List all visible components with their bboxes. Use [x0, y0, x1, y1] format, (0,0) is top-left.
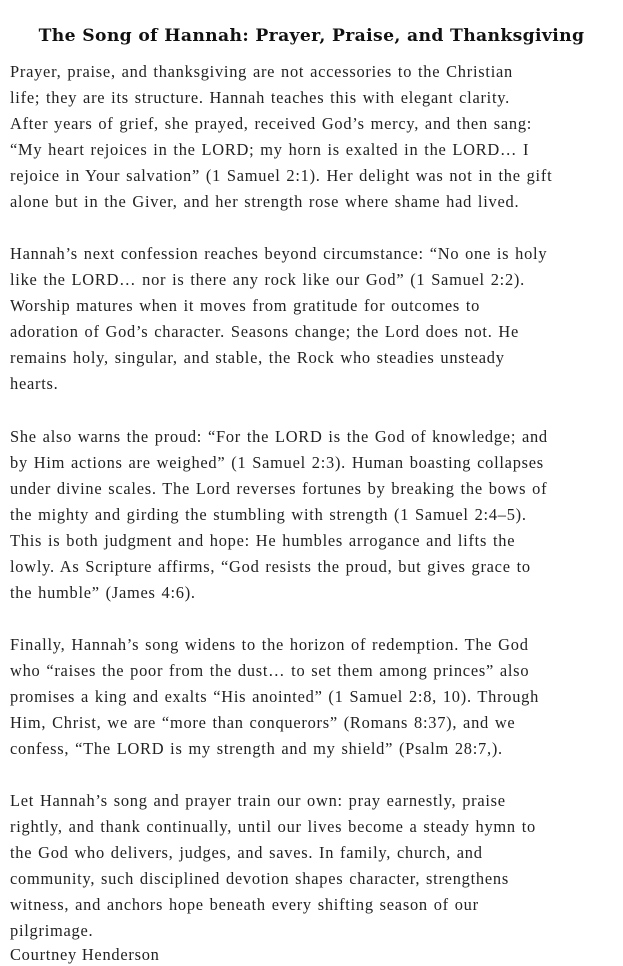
- paragraph-prayer-praise: [10, 59, 620, 215]
- text-line: “My heart rejoices in the LORD; my horn is exalted in the LORD… I: [10, 140, 530, 159]
- text-line: under divine scales. The Lord reverses fortunes by breaking the bows of: [10, 479, 548, 498]
- text-line: witness, and anchors hope beneath every shifting season of our: [10, 895, 479, 914]
- text-line: remains holy, singular, and stable, the Rock who steadies unsteady: [10, 348, 505, 367]
- text-line: by Him actions are weighed” (1 Samuel 2:3). Human boasting collapses: [10, 453, 544, 472]
- text-line: She also warns the proud: “For the LORD is the God of knowledge; and: [10, 427, 548, 446]
- author-name: Courtney Henderson: [10, 945, 160, 964]
- text-line: Hannah’s next confession reaches beyond circumstance: “No one is holy: [10, 244, 548, 263]
- paragraph-redemption: [10, 632, 620, 762]
- text-line: Let Hannah’s song and prayer train our own: pray earnestly, praise: [10, 791, 506, 810]
- paragraph-conclusion: [10, 788, 620, 944]
- text-line: promises a king and exalts “His anointed” (1 Samuel 2:8, 10). Through: [10, 687, 540, 706]
- text-line: Prayer, praise, and thanksgiving are not accessories to the Christian: [10, 62, 513, 81]
- document-title: The Song of Hannah: Prayer, Praise, and Thanksgiving: [38, 25, 585, 46]
- text-line: confess, “The LORD is my strength and my shield” (Psalm 28:7,).: [10, 739, 503, 758]
- text-line: community, such disciplined devotion shapes character, strengthens: [10, 869, 509, 888]
- text-line: the mighty and girding the stumbling with strength (1 Samuel 2:4–5).: [10, 505, 527, 524]
- text-line: After years of grief, she prayed, received God’s mercy, and then sang:: [10, 114, 533, 133]
- text-line: rejoice in Your salvation” (1 Samuel 2:1). Her delight was not in the gift: [10, 166, 553, 185]
- text-line: alone but in the Giver, and her strength rose where shame had lived.: [10, 192, 520, 211]
- text-line: who “raises the poor from the dust… to set them among princes” also: [10, 661, 530, 680]
- text-line: Worship matures when it moves from gratitude for outcomes to: [10, 296, 481, 315]
- text-line: Finally, Hannah’s song widens to the horizon of redemption. The God: [10, 635, 529, 654]
- text-line: the humble” (James 4:6).: [10, 583, 196, 602]
- text-line: lowly. As Scripture affirms, “God resists the proud, but gives grace to: [10, 557, 531, 576]
- text-line: life; they are its structure. Hannah teaches this with elegant clarity.: [10, 88, 511, 107]
- text-line: This is both judgment and hope: He humbles arrogance and lifts the: [10, 531, 516, 550]
- text-line: hearts.: [10, 374, 59, 393]
- text-line: pilgrimage.: [10, 921, 94, 940]
- text-line: like the LORD… nor is there any rock like our God” (1 Samuel 2:2).: [10, 270, 525, 289]
- paragraph-warning-proud: [10, 424, 620, 606]
- text-line: Him, Christ, we are “more than conquerors” (Romans 8:37), and we: [10, 713, 516, 732]
- text-line: the God who delivers, judges, and saves. In family, church, and: [10, 843, 483, 862]
- paragraph-holiness: [10, 241, 620, 397]
- text-line: rightly, and thank continually, until our lives become a steady hymn to: [10, 817, 536, 836]
- text-line: adoration of God’s character. Seasons change; the Lord does not. He: [10, 322, 520, 341]
